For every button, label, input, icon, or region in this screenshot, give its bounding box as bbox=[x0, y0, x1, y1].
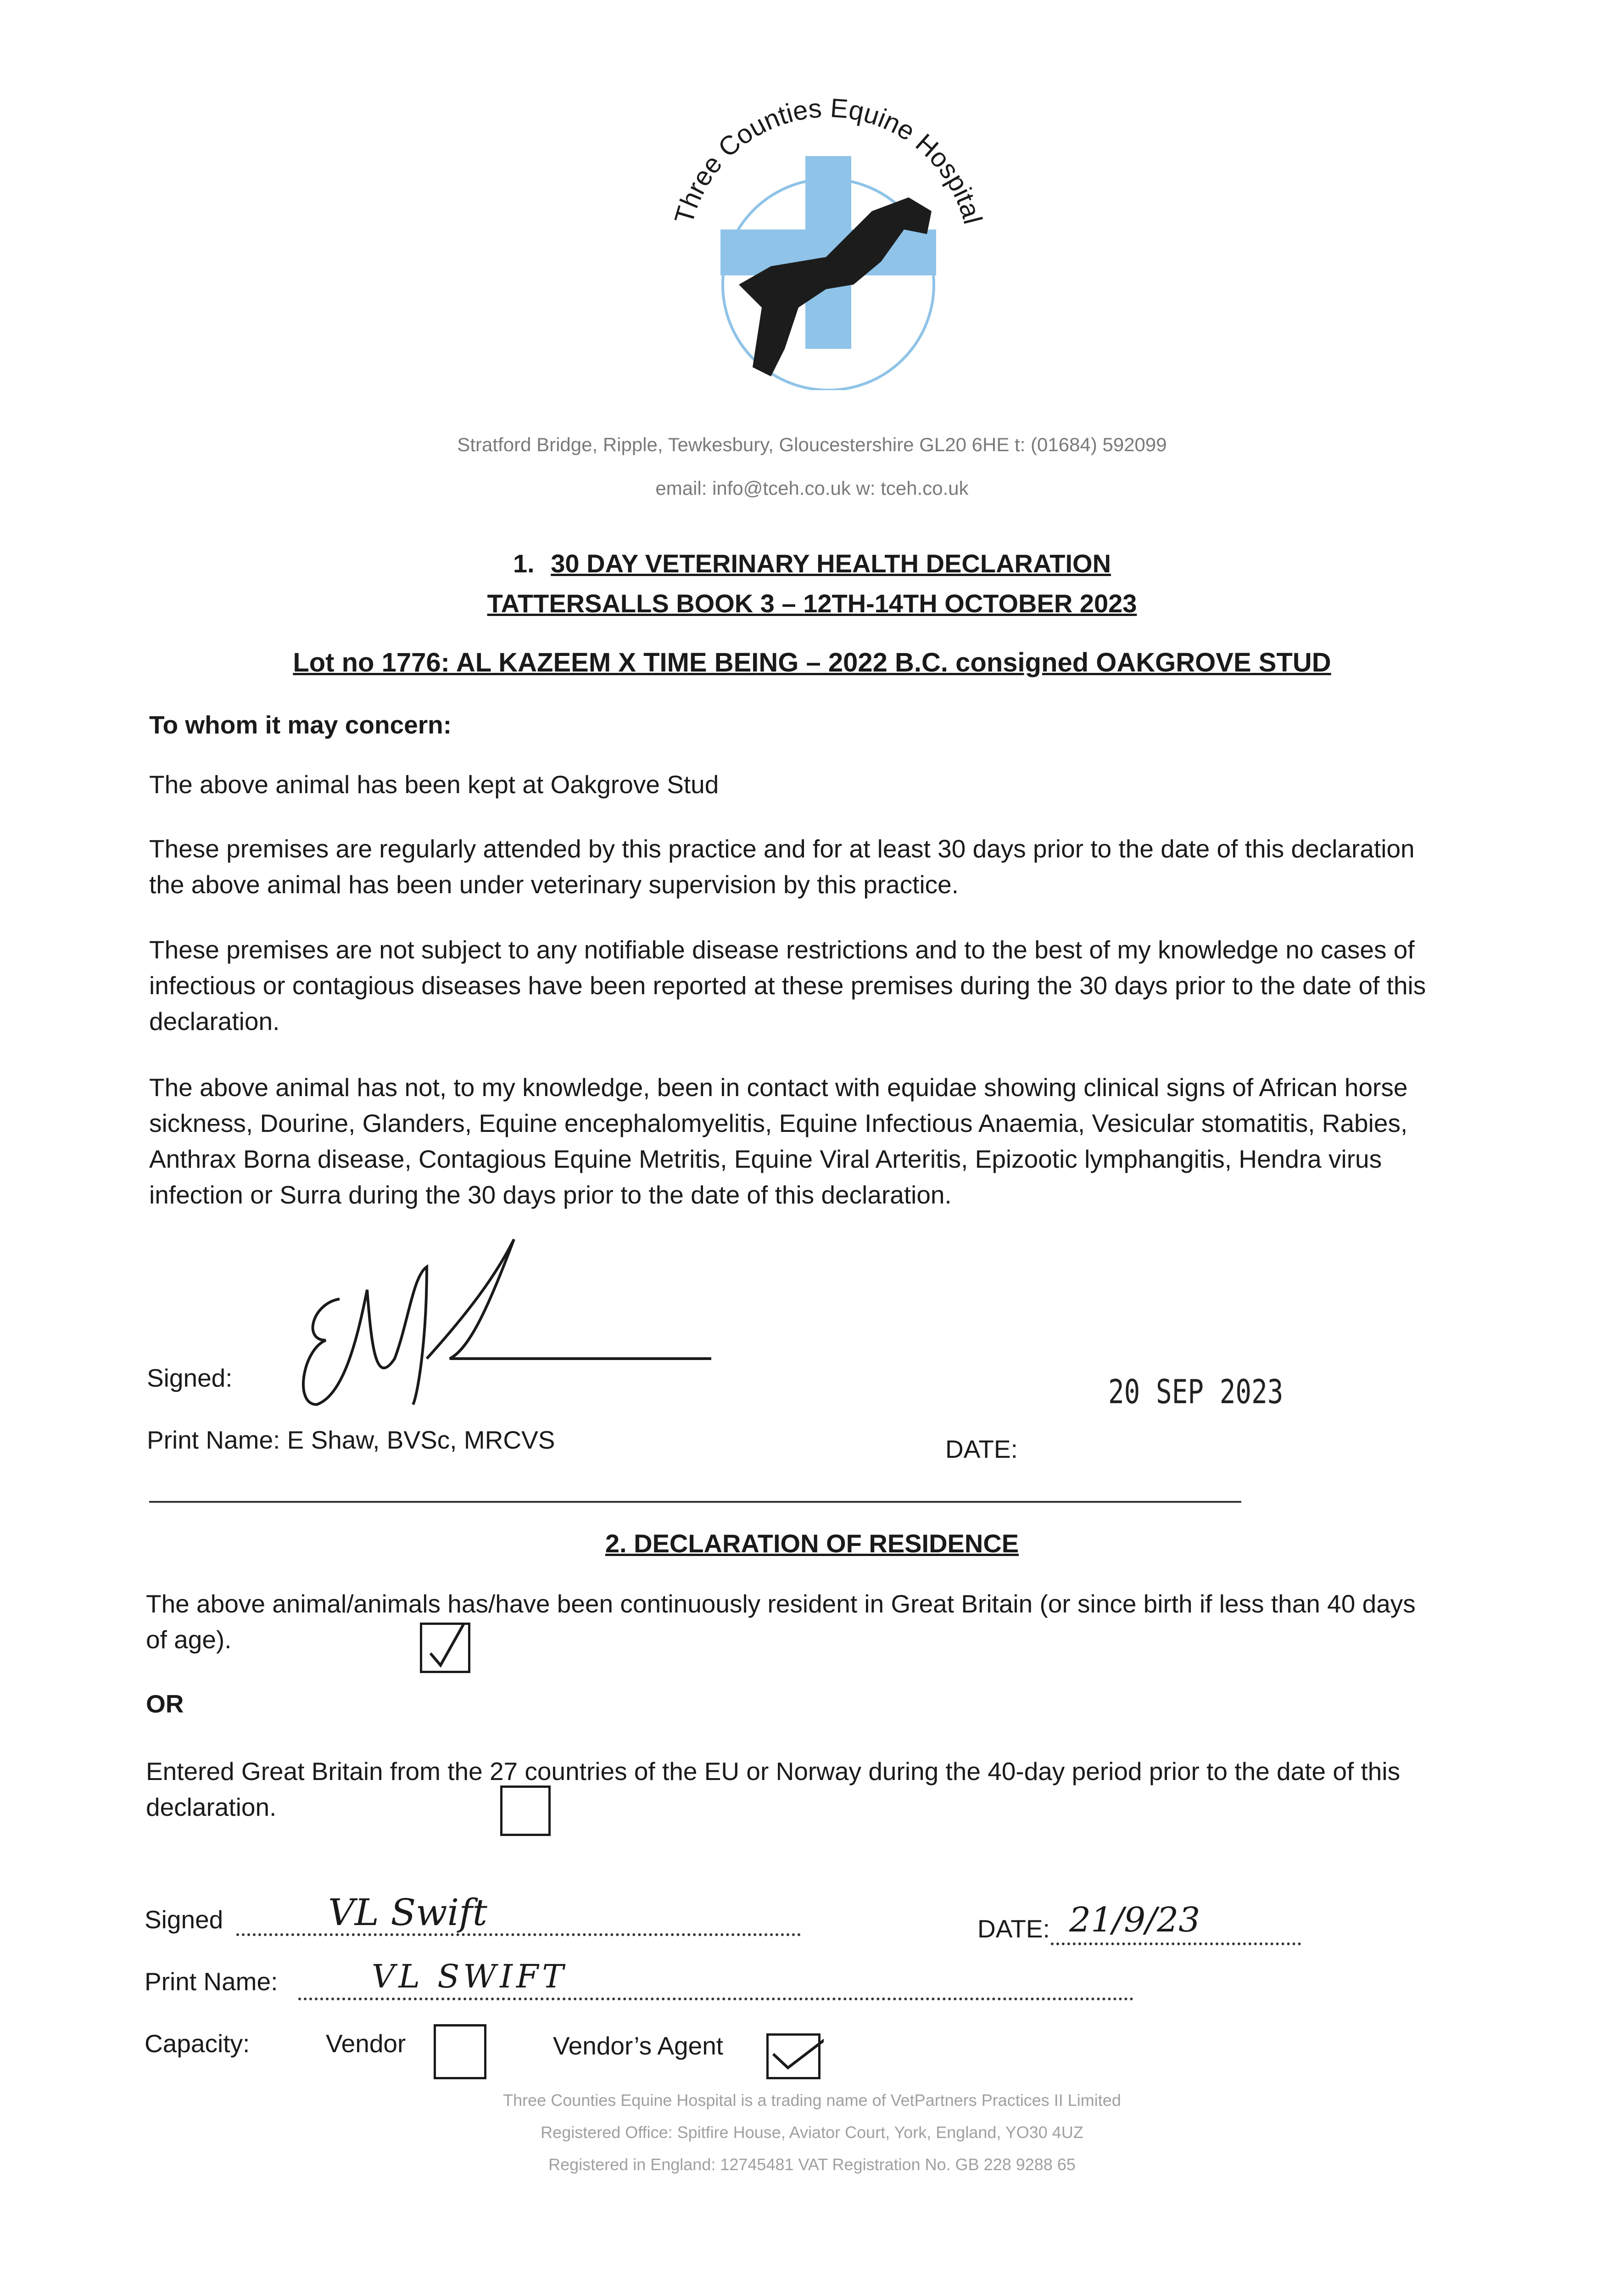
paragraph-3: These premises are not subject to any notifiable disease restrictions and to the best of my knowledge no cases of infectious or contagious diseases have been reported at these premises during the 30 days prior to the date of this declaration. bbox=[149, 935, 1426, 1036]
contact-web: email: info@tceh.co.uk w: tceh.co.uk bbox=[655, 477, 969, 499]
logo-text: Three Counties Equine Hospital bbox=[669, 93, 988, 227]
print-name-value-2: VL SWIFT bbox=[372, 1958, 568, 1995]
date-value-2: 21/9/23 bbox=[1069, 1900, 1200, 1940]
residence-checkbox-2[interactable] bbox=[500, 1786, 551, 1836]
section1-title-line bbox=[0, 549, 1624, 578]
signed-line[interactable] bbox=[236, 1891, 801, 1936]
print-name-label-2: Print Name: bbox=[145, 1967, 278, 1996]
print-name-line[interactable] bbox=[298, 1958, 1133, 2000]
residence-checkbox-1[interactable] bbox=[420, 1623, 470, 1673]
section1-number: 1. bbox=[513, 549, 535, 578]
section-divider bbox=[149, 1501, 1241, 1503]
hospital-logo bbox=[633, 92, 1023, 390]
footer-line-3: Registered in England: 12745481 VAT Registration No. GB 228 9288 65 bbox=[548, 2155, 1076, 2174]
print-name-vet: Print Name: E Shaw, BVSc, MRCVS bbox=[147, 1426, 555, 1454]
paragraph-4: The above animal has not, to my knowledge, been in contact with equidae showing clinical signs of African horse sickness, Dourine, Glanders, Equine encephalomyelitis, Equine Infectious Anaemia, Vesicular stomatitis, Rabies, Anthrax Borna disease, Contagious Equine Metritis, Equine Viral Arteritis, Epizootic lymphangitis, Hendra virus infection or Surra during the 30 days prior to the date of this declaration. bbox=[149, 1073, 1408, 1209]
date-stamp: 20 SEP 2023 bbox=[1108, 1372, 1284, 1411]
section2-title: 2. DECLARATION OF RESIDENCE bbox=[605, 1529, 1019, 1558]
paragraph-2: These premises are regularly attended by this practice and for at least 30 days prior to the date of this declaration the above animal has been under veterinary supervision by this practice. bbox=[149, 834, 1415, 899]
contact-address: Stratford Bridge, Ripple, Tewkesbury, Gloucestershire GL20 6HE t: (01684) 592099 bbox=[457, 434, 1167, 455]
agent-label: Vendor’s Agent bbox=[553, 2032, 724, 2060]
vet-signature bbox=[275, 1221, 734, 1423]
date-label-2: DATE: bbox=[977, 1914, 1050, 1943]
vendor-label: Vendor bbox=[326, 2029, 406, 2058]
date-label-1: DATE: bbox=[945, 1435, 1018, 1463]
section1-subtitle: TATTERSALLS BOOK 3 – 12TH-14TH OCTOBER 2023 bbox=[487, 589, 1137, 618]
signed-label-2: Signed bbox=[145, 1905, 223, 1934]
or-label: OR bbox=[146, 1690, 184, 1718]
check-icon bbox=[422, 1625, 468, 1671]
capacity-label: Capacity: bbox=[145, 2029, 250, 2058]
salutation: To whom it may concern: bbox=[149, 711, 452, 739]
agent-checkbox[interactable] bbox=[766, 2033, 820, 2079]
residence-option-1: The above animal/animals has/have been continuously resident in Great Britain (or since birth if less than 40 days of age). bbox=[146, 1590, 1416, 1654]
footer-line-2: Registered Office: Spitfire House, Aviator Court, York, England, YO30 4UZ bbox=[541, 2123, 1083, 2142]
date-line[interactable] bbox=[1051, 1900, 1301, 1945]
paragraph-1: The above animal has been kept at Oakgrove Stud bbox=[149, 770, 719, 799]
check-icon bbox=[769, 2036, 824, 2082]
vendor-checkbox[interactable] bbox=[434, 2024, 486, 2079]
owner-signature: VL Swift bbox=[328, 1891, 487, 1934]
residence-option-2: Entered Great Britain from the 27 countries of the EU or Norway during the 40-day period prior to the date of this declaration. bbox=[146, 1757, 1401, 1821]
signed-label: Signed: bbox=[147, 1364, 233, 1392]
lot-line: Lot no 1776: AL KAZEEM X TIME BEING – 2022 B.C. consigned OAKGROVE STUD bbox=[293, 648, 1331, 677]
footer-line-1: Three Counties Equine Hospital is a trading name of VetPartners Practices II Limited bbox=[503, 2091, 1121, 2110]
section1-title: 30 DAY VETERINARY HEALTH DECLARATION bbox=[551, 549, 1111, 578]
